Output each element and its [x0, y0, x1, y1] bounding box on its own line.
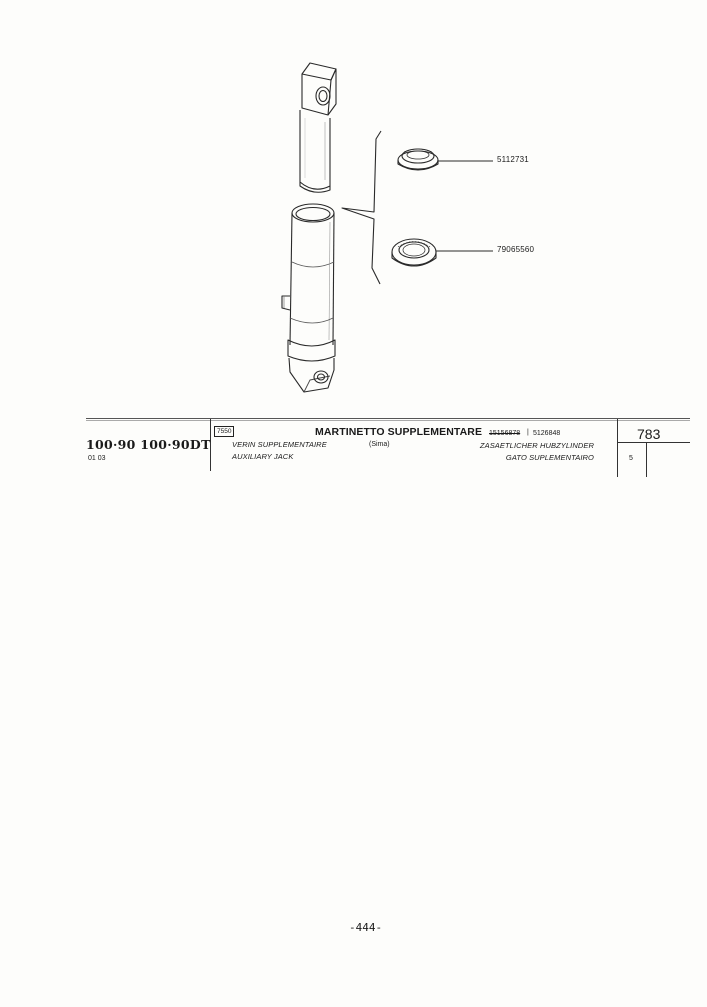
sheet-number: 5	[629, 455, 633, 462]
exploded-parts-drawing	[0, 0, 707, 410]
seal-ring-5112731	[398, 149, 493, 170]
title-english: AUXILIARY JACK	[232, 452, 294, 461]
title-block-top-rule-2	[86, 420, 690, 421]
manufacturer: (Sima)	[369, 441, 390, 448]
group-bracket	[342, 131, 381, 284]
part-number-2: 79065560	[497, 245, 535, 254]
jack-rod-upper	[300, 63, 336, 192]
old-code: 15156878	[489, 430, 521, 437]
model-names: 100·90 100·90DT	[86, 437, 211, 452]
seal-ring-79065560	[392, 239, 493, 266]
group-code-box: 7550	[214, 426, 234, 437]
part-number-1: 5112731	[497, 155, 529, 164]
title-italian: MARTINETTO SUPPLEMENTARE	[315, 426, 483, 438]
code-separator: |	[527, 429, 529, 436]
jack-cylinder-lower	[282, 204, 335, 392]
title-block-divider-right	[617, 419, 618, 477]
title-french: VERIN SUPPLEMENTAIRE	[232, 440, 327, 449]
page-number: 783	[637, 426, 661, 442]
title-german: ZASAETLICHER HUBZYLINDER	[479, 441, 594, 450]
footer-page-label: -444-	[349, 921, 383, 934]
model-sub: 01 03	[88, 455, 106, 462]
title-spanish: GATO SUPLEMENTAIRO	[505, 453, 594, 462]
page-box-rule	[617, 442, 690, 443]
new-code: 5126848	[533, 430, 561, 437]
title-block-top-rule	[86, 418, 690, 419]
sheet-box-divider	[646, 442, 647, 477]
